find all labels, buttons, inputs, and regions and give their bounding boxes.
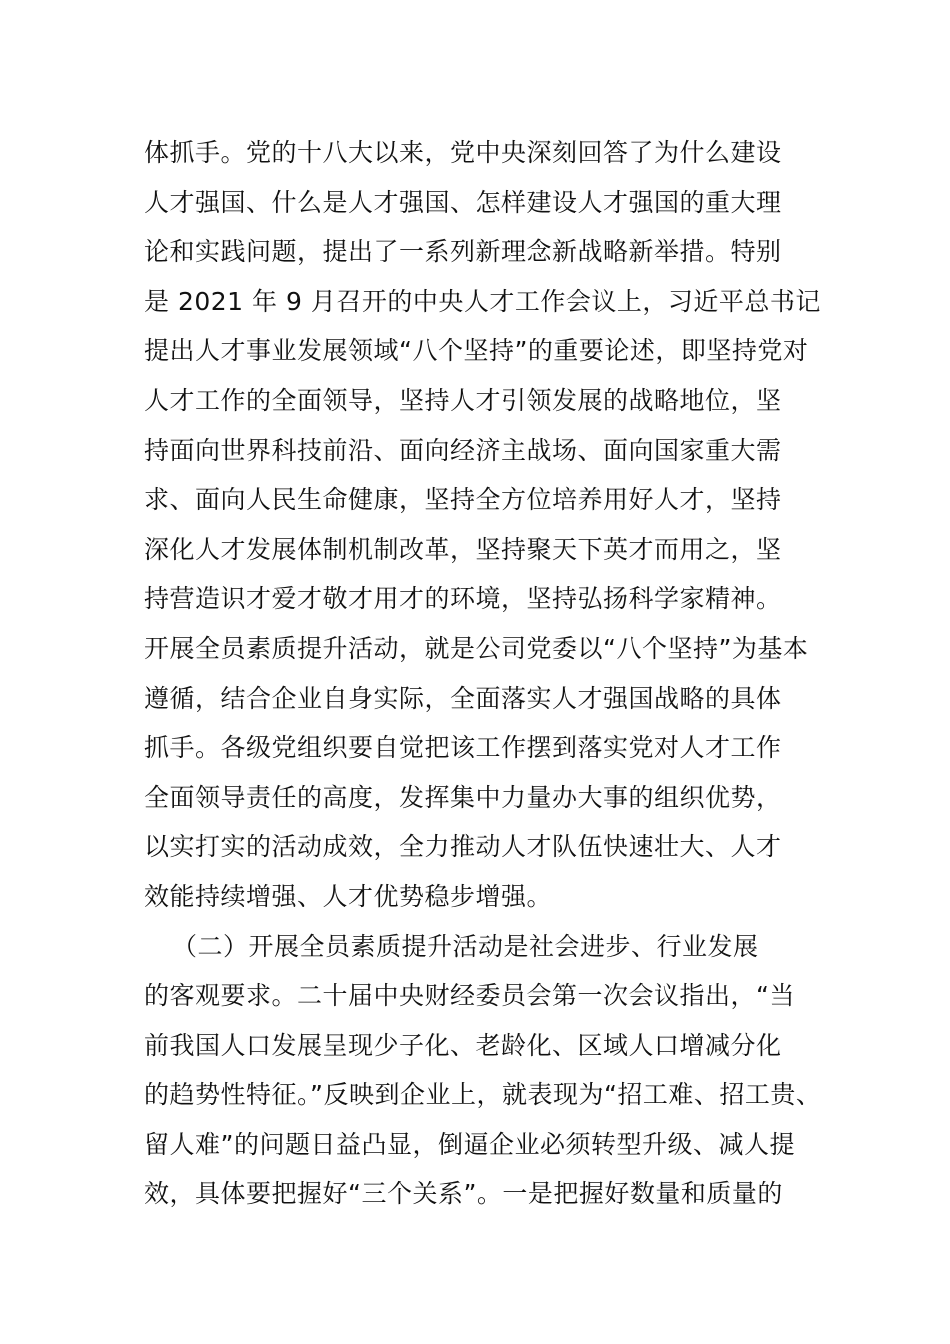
text-line: 效，具体要把握好“三个关系”。一是把握好数量和质量的 — [144, 1179, 783, 1209]
text-line: 前我国人口发展呈现少子化、老龄化、区域人口增减分化 — [144, 1030, 782, 1060]
text-line: 开展全员素质提升活动，就是公司党委以“八个坚持”为基本 — [144, 633, 809, 663]
text-line: 以实打实的活动成效，全力推动人才队伍快速壮大、人才 — [144, 832, 782, 862]
text-line: 求、面向人民生命健康，坚持全方位培养用好人才，坚持 — [144, 485, 782, 515]
text-line: 留人难”的问题日益凸显，倒逼企业必须转型升级、减人提 — [144, 1129, 795, 1159]
text-line: 效能持续增强、人才优势稳步增强。 — [144, 881, 553, 911]
text-line: 的趋势性特征。”反映到企业上，就表现为“招工难、招工贵、 — [144, 1080, 822, 1110]
text-line: 是 2021 年 9 月召开的中央人才工作会议上，习近平总书记 — [144, 286, 821, 316]
text-line: 全面领导责任的高度，发挥集中力量办大事的组织优势， — [144, 782, 782, 812]
text-line: 遵循，结合企业自身实际，全面落实人才强国战略的具体 — [144, 683, 782, 713]
text-line: 持面向世界科技前沿、面向经济主战场、面向国家重大需 — [144, 435, 782, 465]
document-body — [144, 128, 844, 1219]
text-line: 人才工作的全面领导，坚持人才引领发展的战略地位，坚 — [144, 385, 782, 415]
text-line: 提出人才事业发展领域“八个坚持”的重要论述，即坚持党对 — [144, 336, 809, 366]
text-line: 的客观要求。二十届中央财经委员会第一次会议指出，“当 — [144, 981, 795, 1011]
text-line: 人才强国、什么是人才强国、怎样建设人才强国的重大理 — [144, 187, 782, 217]
text-line: 抓手。各级党组织要自觉把该工作摆到落实党对人才工作 — [144, 733, 782, 763]
section-heading-line: （二）开展全员素质提升活动是社会进步、行业发展 — [172, 931, 759, 961]
text-line: 论和实践问题，提出了一系列新理念新战略新举措。特别 — [144, 237, 782, 267]
text-line: 体抓手。党的十八大以来，党中央深刻回答了为什么建设 — [144, 138, 782, 167]
text-line: 持营造识才爱才敬才用才的环境，坚持弘扬科学家精神。 — [144, 584, 782, 614]
text-line: 深化人才发展体制机制改革，坚持聚天下英才而用之，坚 — [144, 534, 782, 564]
